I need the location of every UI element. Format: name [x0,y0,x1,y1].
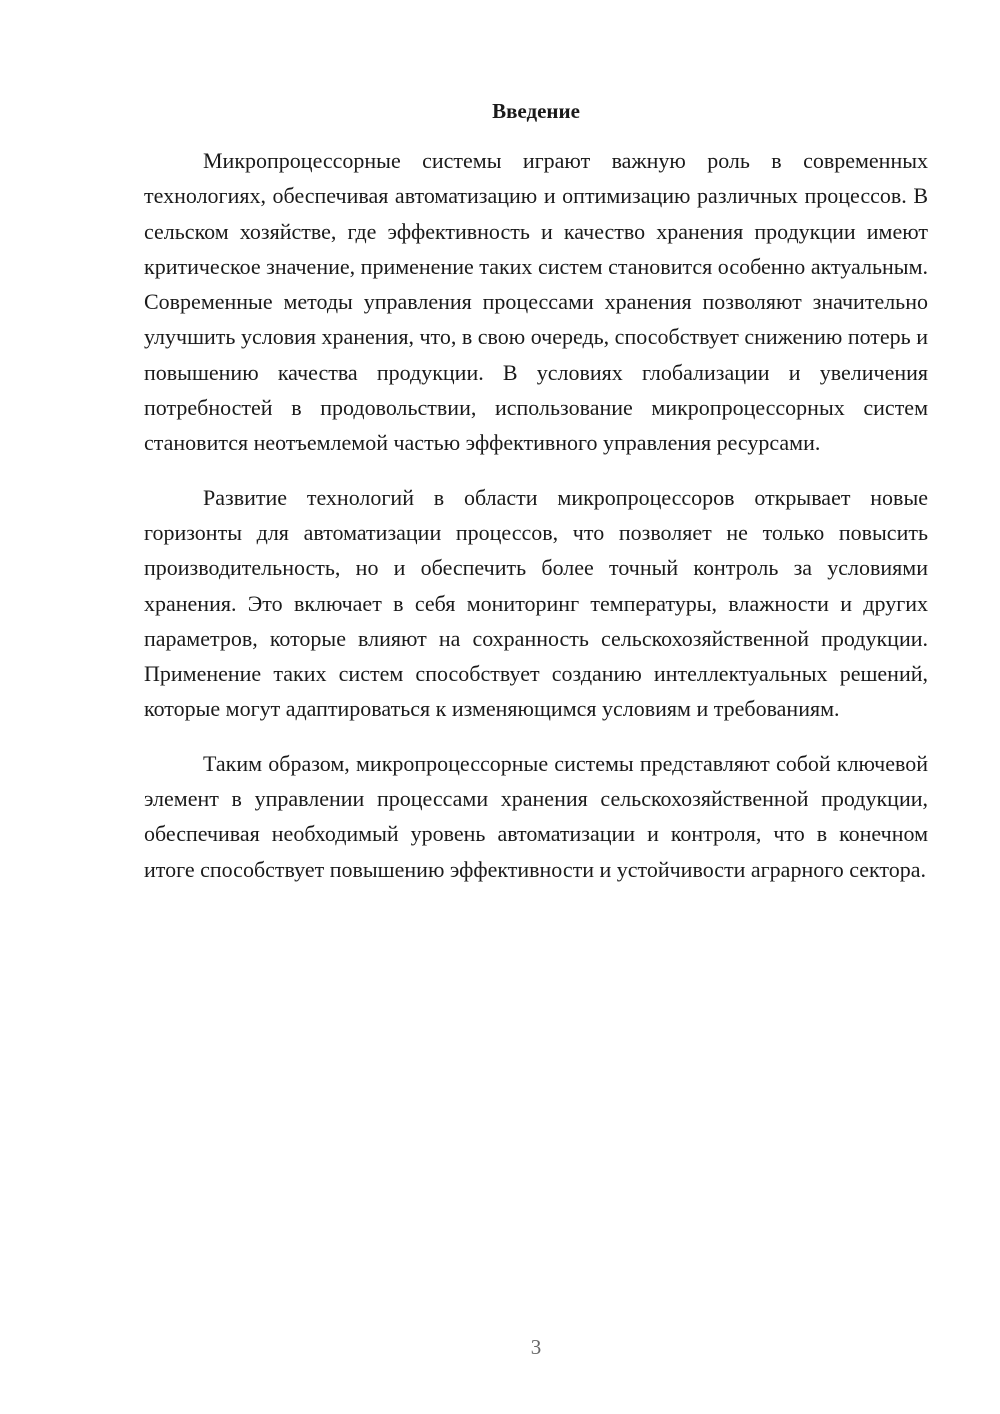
paragraph-1: Микропроцессорные системы играют важную роль в современных технологиях, обеспечивая автоматизацию и оптимизацию различных процессов. В сельском хозяйстве, где эффективность и качество хранения продукции имеют критическое значение, применение таких систем становится особенно актуальным. Современные методы управления процессами хранения позволяют значительно улучшить условия хранения, что, в свою очередь, способствует снижению потерь и повышению качества продукции. В условиях глобализации и увеличения потребностей в продовольствии, использование микропроцессорных систем становится неотъемлемой частью эффективного управления ресурсами. [144,148,928,456]
section-heading: Введение [492,99,580,123]
page-number: 3 [530,1335,542,1359]
paragraph-2: Развитие технологий в области микропроцессоров открывает новые горизонты для автоматизации процессов, что позволяет не только повысить производительность, но и обеспечить более точный контроль за условиями хранения. Это включает в себя мониторинг температуры, влажности и других параметров, которые влияют на сохранность сельскохозяйственной продукции. Применение таких систем способствует созданию интеллектуальных решений, которые могут адаптироваться к изменяющимся условиям и требованиям. [144,484,928,722]
paragraph-3: Таким образом, микропроцессорные системы представляют собой ключевой элемент в управлении процессами хранения сельскохозяйственной продукции, обеспечивая необходимый уровень автоматизации и контроля, что в конечном итоге способствует повышению эффективности и устойчивости аграрного сектора. [144,750,928,882]
body-text [144,143,928,887]
